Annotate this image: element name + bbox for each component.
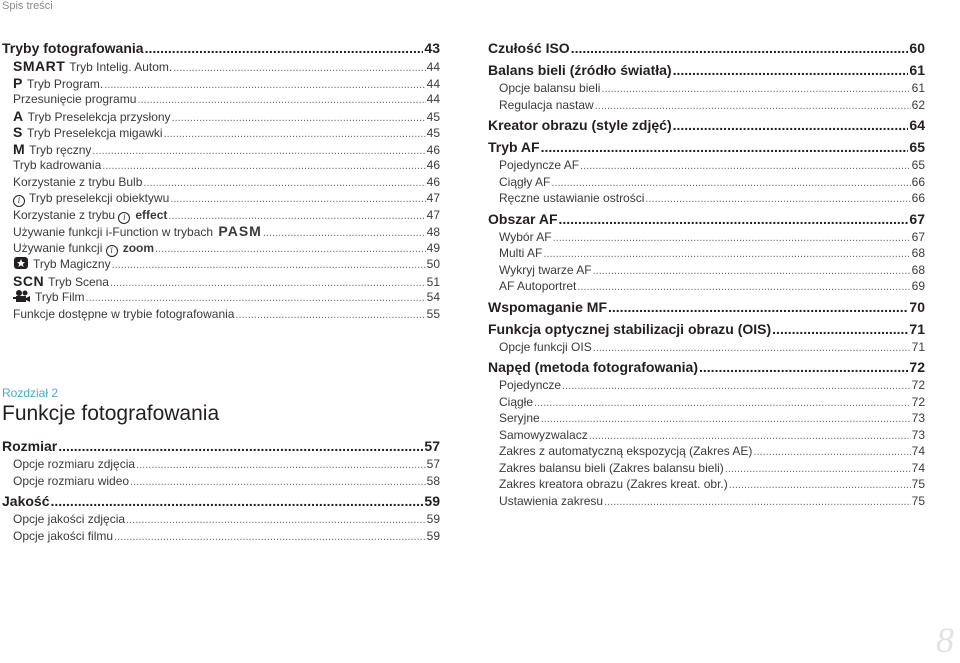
leader-dots bbox=[86, 290, 426, 307]
toc-entry[interactable] bbox=[488, 60, 925, 80]
toc-entry-text: Tryb preselekcji obiektywu bbox=[29, 191, 170, 205]
leader-dots bbox=[699, 357, 908, 377]
toc-entry-page: 59 bbox=[424, 493, 440, 509]
leader-dots bbox=[559, 209, 909, 229]
toc-entry-text: Tryby fotografowania bbox=[2, 40, 144, 56]
toc-entry[interactable] bbox=[488, 460, 925, 477]
toc-entry[interactable] bbox=[2, 223, 440, 240]
toc-column-left bbox=[2, 36, 440, 322]
toc-entry[interactable] bbox=[488, 410, 925, 427]
toc-entry[interactable] bbox=[488, 493, 925, 510]
toc-entry-page: 67 bbox=[911, 229, 925, 244]
leader-dots bbox=[170, 191, 425, 208]
toc-entry-title bbox=[488, 60, 672, 80]
toc-entry-page: 69 bbox=[911, 279, 925, 293]
toc-entry-title bbox=[499, 278, 576, 295]
toc-entry[interactable] bbox=[2, 456, 440, 473]
toc-entry[interactable] bbox=[488, 174, 925, 191]
leader-dots bbox=[114, 529, 426, 546]
toc-entry-text: Opcje funkcji OIS bbox=[499, 339, 592, 354]
toc-entry-page: 60 bbox=[909, 40, 925, 56]
toc-column-left-chapter2 bbox=[2, 434, 440, 544]
toc-entry-title bbox=[13, 256, 111, 273]
i-function-icon: i bbox=[13, 195, 25, 207]
toc-entry-page: 45 bbox=[426, 126, 440, 140]
toc-entry-text: Zakres balansu bieli (Zakres balansu bieli) bbox=[499, 460, 724, 475]
leader-dots bbox=[110, 275, 426, 292]
toc-entry-title bbox=[499, 410, 540, 427]
toc-entry-text: Multi AF bbox=[499, 246, 543, 260]
toc-entry[interactable] bbox=[488, 157, 925, 174]
toc-entry[interactable] bbox=[488, 443, 925, 460]
toc-entry-page: 65 bbox=[909, 139, 925, 155]
toc-entry-text: Przesunięcie programu bbox=[13, 92, 137, 106]
toc-entry-text: Opcje jakości zdjęcia bbox=[13, 512, 126, 526]
toc-entry[interactable] bbox=[2, 91, 440, 108]
toc-entry-text: Używanie funkcji i-Function w trybach bbox=[13, 225, 217, 239]
toc-entry-title bbox=[499, 443, 752, 460]
toc-entry-title bbox=[499, 157, 579, 174]
toc-entry-text: Ręczne ustawianie ostrości bbox=[499, 191, 645, 205]
toc-entry-text: Tryb Preselekcja przysłony bbox=[27, 109, 171, 124]
leader-dots bbox=[102, 158, 425, 175]
toc-entry-title bbox=[488, 319, 771, 339]
leader-dots bbox=[541, 137, 909, 157]
toc-entry[interactable] bbox=[2, 38, 440, 58]
leader-dots bbox=[551, 175, 910, 192]
leader-dots bbox=[168, 208, 425, 225]
toc-entry-text: Zakres kreatora obrazu (Zakres kreat. obr.) bbox=[499, 477, 728, 491]
toc-entry[interactable] bbox=[488, 115, 925, 135]
toc-entry-title bbox=[13, 75, 103, 93]
toc-entry[interactable] bbox=[488, 339, 925, 356]
toc-entry-text: Pojedyncze AF bbox=[499, 158, 580, 172]
leader-dots bbox=[143, 175, 425, 192]
toc-entry-title bbox=[13, 511, 125, 528]
toc-entry-title bbox=[13, 91, 136, 108]
toc-entry-text: Ustawienia zakresu bbox=[499, 493, 604, 508]
toc-entry-page: 61 bbox=[911, 81, 925, 95]
toc-entry-text: Regulacja nastaw bbox=[499, 97, 594, 112]
toc-entry-text: AF Autoportret bbox=[499, 279, 577, 293]
leader-dots bbox=[50, 491, 423, 511]
toc-entry-title bbox=[2, 436, 57, 456]
toc-entry-title bbox=[488, 38, 570, 58]
toc-entry-page: 66 bbox=[911, 191, 925, 205]
toc-entry[interactable] bbox=[488, 319, 925, 339]
leader-dots bbox=[673, 60, 909, 80]
toc-entry[interactable] bbox=[2, 108, 440, 125]
toc-entry-title bbox=[499, 174, 550, 191]
toc-entry-page: 44 bbox=[426, 60, 440, 74]
toc-entry-text: Tryb Preselekcja migawki bbox=[27, 126, 163, 140]
toc-entry-title bbox=[488, 209, 558, 229]
toc-entry-page: 55 bbox=[426, 306, 440, 321]
toc-entry[interactable] bbox=[2, 58, 440, 75]
toc-entry-page: 43 bbox=[424, 40, 440, 56]
toc-entry-page: 74 bbox=[911, 444, 925, 458]
leader-dots bbox=[541, 411, 911, 428]
toc-entry-title bbox=[13, 240, 154, 257]
leader-dots bbox=[571, 38, 909, 58]
toc-entry[interactable] bbox=[488, 394, 925, 411]
toc-entry-title bbox=[13, 289, 85, 306]
toc-entry-title bbox=[499, 262, 592, 279]
toc-entry[interactable] bbox=[2, 473, 440, 490]
toc-entry-page: 72 bbox=[911, 378, 925, 392]
toc-entry-title bbox=[13, 108, 171, 126]
leader-dots bbox=[235, 307, 425, 324]
i-function-icon: i bbox=[106, 245, 118, 257]
toc-entry-text: Samowyzwalacz bbox=[499, 427, 588, 442]
toc-entry-page: 61 bbox=[909, 62, 925, 78]
toc-entry-text: Tryb kadrowania bbox=[13, 158, 102, 172]
toc-entry[interactable] bbox=[2, 157, 440, 174]
toc-entry-page: 70 bbox=[909, 298, 925, 315]
leader-dots bbox=[772, 319, 908, 339]
toc-entry[interactable] bbox=[2, 141, 440, 158]
toc-entry-title bbox=[13, 124, 163, 142]
toc-entry[interactable] bbox=[2, 491, 440, 511]
toc-entry-page: 73 bbox=[911, 411, 925, 425]
toc-entry[interactable] bbox=[488, 278, 925, 295]
toc-entry-title bbox=[13, 174, 142, 191]
toc-entry-page: 57 bbox=[424, 438, 440, 454]
leader-dots bbox=[725, 461, 911, 478]
toc-entry-title bbox=[2, 491, 49, 511]
toc-entry[interactable] bbox=[488, 97, 925, 114]
leader-dots bbox=[577, 279, 910, 296]
toc-entry-text: Funkcja optycznej stabilizacji obrazu (OIS) bbox=[488, 320, 772, 337]
leader-dots bbox=[104, 77, 425, 94]
toc-entry-page: 68 bbox=[911, 246, 925, 260]
toc-entry-page: 59 bbox=[426, 512, 440, 526]
toc-entry-text: Napęd (metoda fotografowania) bbox=[488, 359, 699, 375]
toc-entry-title bbox=[488, 115, 672, 135]
toc-entry-page: 44 bbox=[426, 76, 440, 91]
leader-dots bbox=[673, 115, 909, 135]
toc-entry[interactable] bbox=[488, 357, 925, 377]
toc-entry-text: Wybór AF bbox=[499, 229, 552, 244]
toc-entry-page: 62 bbox=[911, 97, 925, 112]
toc-column-right bbox=[488, 36, 925, 509]
toc-entry[interactable] bbox=[2, 174, 440, 191]
toc-entry-title bbox=[13, 473, 129, 490]
leader-dots bbox=[604, 494, 911, 511]
toc-entry-text: Ciągły AF bbox=[499, 174, 551, 189]
toc-entry[interactable] bbox=[2, 528, 440, 545]
toc-entry-text: Wykryj twarze AF bbox=[499, 262, 592, 277]
toc-entry-title bbox=[488, 297, 607, 317]
magic-mode-icon bbox=[13, 256, 29, 270]
toc-entry-page: 46 bbox=[426, 142, 440, 157]
toc-entry-page: 71 bbox=[909, 320, 925, 337]
leader-dots bbox=[172, 110, 426, 127]
toc-entry-page: 71 bbox=[911, 339, 925, 354]
toc-entry-page: 51 bbox=[426, 274, 440, 289]
toc-entry-text: Balans bieli (źródło światła) bbox=[488, 62, 672, 78]
leader-dots bbox=[601, 81, 910, 98]
leader-dots bbox=[534, 395, 911, 412]
toc-entry-page: 75 bbox=[911, 477, 925, 491]
leader-dots bbox=[136, 457, 426, 474]
toc-entry[interactable] bbox=[2, 75, 440, 92]
toc-entry-title bbox=[499, 80, 600, 97]
toc-entry-title bbox=[499, 377, 561, 394]
toc-entry[interactable] bbox=[488, 80, 925, 97]
toc-entry-title bbox=[499, 190, 644, 207]
toc-entry-page: 66 bbox=[911, 174, 925, 189]
toc-entry-text: Zakres z automatyczną ekspozycją (Zakres AE) bbox=[499, 444, 753, 458]
toc-entry[interactable] bbox=[2, 240, 440, 257]
toc-entry-text: Kreator obrazu (style zdjęć) bbox=[488, 117, 672, 133]
toc-entry-text: Opcje balansu bieli bbox=[499, 81, 601, 95]
toc-entry-page: 72 bbox=[909, 359, 925, 375]
toc-entry-text: Tryb Scena bbox=[48, 274, 109, 289]
toc-entry-title bbox=[13, 141, 91, 159]
toc-entry[interactable] bbox=[488, 297, 925, 317]
toc-entry-suffix: PASM bbox=[218, 223, 262, 239]
toc-entry-title bbox=[488, 137, 540, 157]
toc-entry-text: Jakość bbox=[2, 493, 50, 509]
leader-dots bbox=[173, 60, 425, 77]
toc-entry[interactable] bbox=[488, 262, 925, 279]
toc-entry-page: 64 bbox=[909, 117, 925, 133]
toc-entry-page: 58 bbox=[426, 473, 440, 488]
mode-scn-icon: SCN bbox=[13, 272, 45, 289]
toc-entry[interactable] bbox=[488, 190, 925, 207]
toc-entry-title bbox=[499, 229, 552, 246]
leader-dots bbox=[92, 143, 425, 160]
toc-entry-suffix: effect bbox=[135, 207, 168, 222]
toc-entry[interactable] bbox=[2, 256, 440, 273]
toc-entry-text: Czułość ISO bbox=[488, 40, 570, 56]
toc-entry-title bbox=[2, 38, 144, 58]
leader-dots bbox=[593, 340, 911, 357]
toc-entry[interactable] bbox=[2, 511, 440, 528]
toc-entry[interactable] bbox=[2, 273, 440, 290]
header-section-title: Spis treści bbox=[2, 0, 53, 12]
toc-entry-text: Tryb Intelig. Autom. bbox=[69, 60, 173, 74]
leader-dots bbox=[543, 246, 910, 263]
toc-entry-page: 54 bbox=[426, 290, 440, 304]
leader-dots bbox=[645, 191, 910, 208]
toc-entry-text: Korzystanie z trybu Bulb bbox=[13, 174, 143, 189]
toc-entry-text: Korzystanie z trybu bbox=[13, 207, 119, 222]
toc-entry-page: 46 bbox=[426, 174, 440, 189]
toc-entry-title bbox=[13, 456, 135, 473]
leader-dots bbox=[589, 428, 911, 445]
toc-entry-page: 50 bbox=[426, 257, 440, 271]
leader-dots bbox=[145, 38, 424, 58]
toc-entry-text: Ciągłe bbox=[499, 394, 534, 409]
mode-p-icon: P bbox=[13, 74, 23, 91]
toc-entry-page: 45 bbox=[426, 109, 440, 124]
leader-dots bbox=[137, 92, 425, 109]
mode-a-icon: A bbox=[13, 107, 24, 124]
leader-dots bbox=[595, 98, 911, 115]
leader-dots bbox=[608, 297, 908, 317]
toc-entry-suffix: zoom bbox=[122, 240, 155, 255]
leader-dots bbox=[593, 263, 911, 280]
leader-dots bbox=[130, 474, 426, 491]
toc-entry-title bbox=[499, 493, 603, 510]
leader-dots bbox=[729, 477, 911, 494]
toc-entry-page: 47 bbox=[426, 191, 440, 205]
movie-camera-icon bbox=[13, 289, 31, 303]
toc-entry-title bbox=[13, 207, 167, 224]
toc-entry-page: 44 bbox=[426, 92, 440, 106]
toc-entry-text: Pojedyncze bbox=[499, 378, 562, 392]
toc-entry-title bbox=[499, 97, 594, 114]
toc-entry[interactable] bbox=[488, 245, 925, 262]
toc-entry-text: Używanie funkcji bbox=[13, 240, 106, 255]
toc-entry-page: 46 bbox=[426, 158, 440, 172]
toc-entry-title bbox=[13, 223, 262, 241]
toc-entry-page: 49 bbox=[426, 240, 440, 255]
chapter-label: Rozdział 2 bbox=[2, 386, 59, 400]
toc-entry-title bbox=[499, 427, 588, 444]
page-number: 8 bbox=[936, 620, 954, 660]
toc-entry-title bbox=[13, 528, 113, 545]
toc-entry[interactable] bbox=[488, 209, 925, 229]
toc-entry-text: Tryb Program. bbox=[27, 76, 104, 91]
toc-entry[interactable] bbox=[488, 229, 925, 246]
toc-entry-title bbox=[488, 357, 698, 377]
toc-entry-page: 67 bbox=[909, 210, 925, 227]
toc-entry-text: Opcje rozmiaru zdjęcia bbox=[13, 457, 136, 471]
toc-entry-text: Opcje rozmiaru wideo bbox=[13, 473, 130, 488]
toc-entry-title bbox=[499, 460, 724, 477]
toc-entry-page: 65 bbox=[911, 158, 925, 172]
toc-entry[interactable] bbox=[2, 289, 440, 306]
leader-dots bbox=[263, 225, 426, 242]
i-function-icon: i bbox=[118, 212, 130, 224]
leader-dots bbox=[126, 512, 426, 529]
toc-entry-title bbox=[13, 190, 169, 207]
mode-s-icon: S bbox=[13, 124, 23, 140]
leader-dots bbox=[155, 241, 426, 258]
toc-entry-page: 72 bbox=[911, 394, 925, 409]
toc-entry-page: 75 bbox=[911, 493, 925, 508]
toc-entry-page: 74 bbox=[911, 460, 925, 475]
toc-entry-text: Tryb Film bbox=[35, 290, 85, 304]
toc-entry[interactable] bbox=[488, 38, 925, 58]
toc-entry-title bbox=[499, 245, 542, 262]
mode-smart-icon: SMART bbox=[13, 58, 66, 74]
toc-entry[interactable] bbox=[2, 190, 440, 207]
toc-entry[interactable] bbox=[488, 427, 925, 444]
mode-m-icon: M bbox=[13, 140, 26, 157]
toc-entry-page: 47 bbox=[426, 207, 440, 222]
toc-entry[interactable] bbox=[488, 137, 925, 157]
toc-entry-title bbox=[499, 339, 592, 356]
toc-entry[interactable] bbox=[2, 306, 440, 323]
toc-entry-text: Wspomaganie MF bbox=[488, 298, 608, 315]
leader-dots bbox=[753, 444, 910, 461]
toc-entry-text: Funkcje dostępne w trybie fotografowania bbox=[13, 306, 235, 321]
leader-dots bbox=[553, 230, 911, 247]
toc-entry-text: Rozmiar bbox=[2, 438, 58, 454]
toc-entry-page: 57 bbox=[426, 457, 440, 471]
leader-dots bbox=[164, 126, 426, 143]
toc-entry-title bbox=[499, 476, 728, 493]
toc-entry[interactable] bbox=[2, 207, 440, 224]
leader-dots bbox=[580, 158, 911, 175]
toc-entry-title bbox=[13, 157, 101, 174]
toc-entry-page: 48 bbox=[426, 225, 440, 239]
leader-dots bbox=[58, 436, 423, 456]
leader-dots bbox=[562, 378, 911, 395]
toc-entry-title bbox=[13, 273, 109, 291]
toc-entry-text: Tryb Magiczny bbox=[33, 257, 111, 271]
leader-dots bbox=[112, 257, 426, 274]
toc-entry[interactable] bbox=[2, 436, 440, 456]
toc-entry-text: Tryb ręczny bbox=[29, 142, 92, 157]
toc-entry-text: Tryb AF bbox=[488, 139, 540, 155]
toc-entry-page: 68 bbox=[911, 262, 925, 277]
toc-entry-page: 59 bbox=[426, 528, 440, 543]
toc-entry-text: Seryjne bbox=[499, 411, 540, 425]
toc-entry[interactable] bbox=[488, 377, 925, 394]
chapter-title: Funkcje fotografowania bbox=[2, 402, 220, 425]
toc-entry-title bbox=[13, 306, 234, 323]
toc-entry[interactable] bbox=[488, 476, 925, 493]
toc-entry-page: 73 bbox=[911, 427, 925, 442]
toc-entry-title bbox=[499, 394, 533, 411]
toc-entry-text: Opcje jakości filmu bbox=[13, 528, 114, 543]
toc-entry-text: Obszar AF bbox=[488, 210, 558, 227]
toc-entry[interactable] bbox=[2, 124, 440, 141]
toc-entry-title bbox=[13, 58, 172, 76]
